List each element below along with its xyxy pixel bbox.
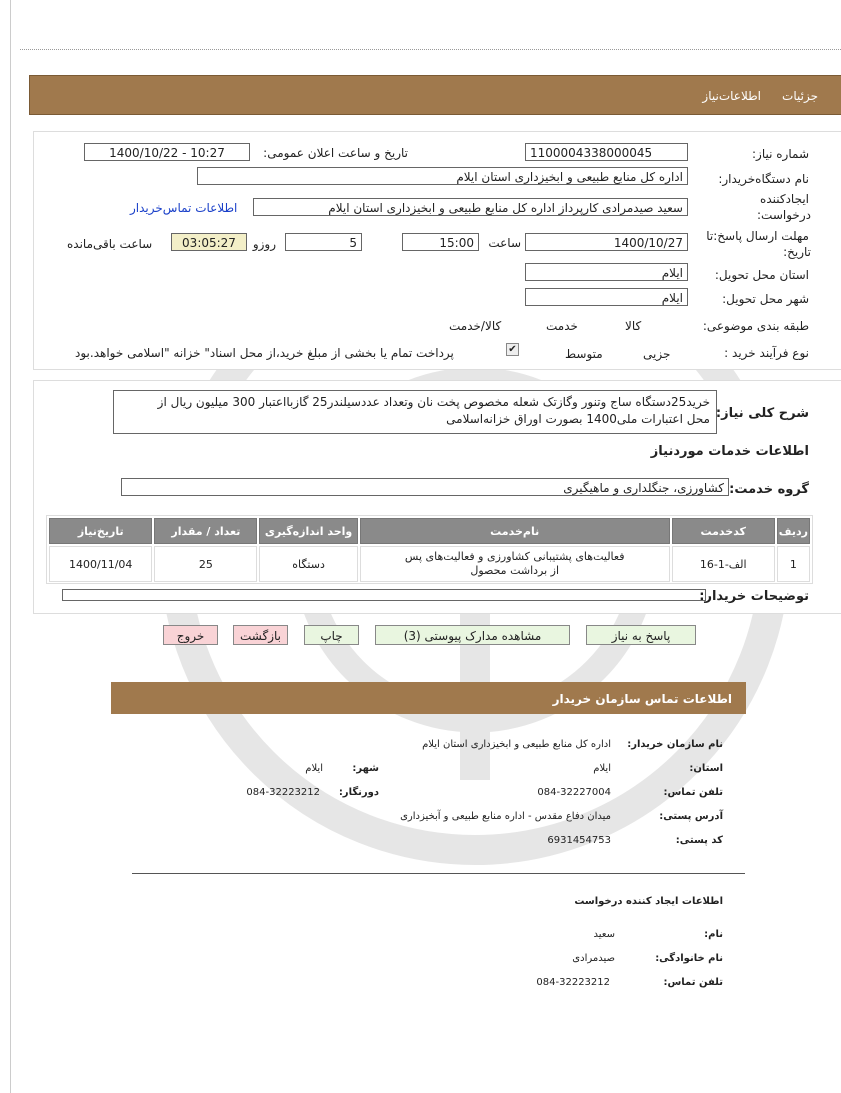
remaining-time-field: 03:05:27 <box>171 233 247 251</box>
creator-name-label: نام: <box>704 929 723 940</box>
col-unit: واحد اندازه‌گیری <box>259 518 357 544</box>
buyer-org-label: نام دستگاه‌خریدار: <box>718 172 809 186</box>
cell-unit: دستگاه <box>259 546 357 582</box>
creator-family-label: نام خانوادگی: <box>655 953 723 964</box>
deadline-date-field: 1400/10/27 <box>525 233 688 251</box>
contact-province-value: ایلام <box>593 763 611 774</box>
cell-name <box>360 546 670 582</box>
col-row: ردیف <box>777 518 810 544</box>
contact-phone-value: 084-32227004 <box>537 787 611 798</box>
col-qty: تعداد / مقدار <box>154 518 257 544</box>
services-section-title: اطلاعات خدمات موردنیاز <box>650 444 809 459</box>
buyer-contact-link[interactable]: اطلاعات تماس‌خریدار <box>130 201 238 215</box>
contact-postal-value: 6931454753 <box>547 835 611 846</box>
contact-fax-label: دورنگار: <box>338 787 379 798</box>
days-field: 5 <box>285 233 362 251</box>
contact-divider <box>132 873 745 874</box>
creator-name-value: سعید <box>593 929 615 940</box>
process-option-medium: متوسط <box>565 347 603 361</box>
creator-field: سعید صیدمرادی کارپرداز اداره کل منابع طبیعی و ابخیزداری استان ایلام <box>253 198 688 216</box>
province-field: ایلام <box>525 263 688 281</box>
print-button[interactable]: چاپ <box>304 625 359 645</box>
announce-label: تاریخ و ساعت اعلان عمومی: <box>263 146 408 160</box>
contact-fax-value: 084-32223212 <box>246 787 320 798</box>
tab-details[interactable]: جزئیات <box>782 89 818 103</box>
service-group-label: گروه خدمت: <box>729 482 809 497</box>
deadline-time-field: 15:00 <box>402 233 479 251</box>
contact-city-label: شهر: <box>352 763 379 774</box>
days-label: روزو <box>252 237 276 251</box>
col-name: نام‌خدمت <box>360 518 670 544</box>
cell-name-line-2: از برداشت محصول <box>470 564 560 577</box>
payment-checkbox[interactable]: ✔ <box>506 343 519 356</box>
description-label: شرح کلی نیاز: <box>715 406 809 421</box>
creator-family-value: صیدمرادی <box>572 953 615 964</box>
contact-city-value: ایلام <box>305 763 323 774</box>
city-label: شهر محل تحویل: <box>722 292 809 306</box>
header-bar <box>29 75 841 115</box>
announce-field: 1400/10/22 - 10:27 <box>84 143 250 161</box>
creator-label-2: درخواست: <box>757 208 811 222</box>
left-border <box>10 0 11 1093</box>
creator-section-title: اطلاعات ایجاد کننده درخواست <box>574 896 723 907</box>
description-line-2: محل اعتبارات ملی1400 بصورت اوراق خزانه‌اسلامی <box>446 412 710 426</box>
creator-phone-label: تلفن تماس: <box>663 977 723 988</box>
cell-name-line-1: فعالیت‌های پشتیبانی کشاورزی و فعالیت‌های پس <box>404 550 625 563</box>
col-code: کدخدمت <box>672 518 775 544</box>
services-table <box>47 516 812 584</box>
category-label: طبقه بندی موضوعی: <box>702 319 809 333</box>
tab-need-info[interactable]: اطلاعات‌نیاز <box>702 89 761 103</box>
table-row <box>49 546 810 582</box>
deadline-label-1: مهلت ارسال پاسخ:تا <box>706 229 809 243</box>
time-label: ساعت <box>488 236 521 250</box>
deadline-label-2: تاریخ: <box>783 245 811 259</box>
reply-button[interactable]: پاسخ به نیاز <box>586 625 696 645</box>
contact-address-value: میدان دفاع مقدس - اداره منابع طبیعی و آبخیزداری <box>400 811 611 822</box>
attachments-button[interactable]: مشاهده مدارک پیوستی (3) <box>375 625 570 645</box>
process-option-minor: جزیی <box>643 347 671 361</box>
back-button[interactable]: بازگشت <box>233 625 288 645</box>
process-label: نوع فرآیند خرید : <box>724 346 809 360</box>
creator-phone-value: 084-32223212 <box>536 977 610 988</box>
contact-section-title: اطلاعات تماس سازمان خریدار <box>552 692 732 706</box>
cell-date: 1400/11/04 <box>49 546 152 582</box>
contact-phone-label: تلفن تماس: <box>663 787 723 798</box>
buyer-org-field: اداره کل منابع طبیعی و ابخیزداری استان ایلام <box>197 167 688 185</box>
category-option-goods: کالا <box>625 319 642 333</box>
creator-label-1: ایجادکننده <box>760 192 809 206</box>
contact-postal-label: کد پستی: <box>675 835 723 846</box>
payment-note: پرداخت تمام یا بخشی از مبلغ خرید،از محل اسناد" خزانه "اسلامی خواهد.بود <box>75 346 454 360</box>
buyer-notes-field <box>62 589 706 601</box>
remaining-label: ساعت باقی‌مانده <box>67 237 153 251</box>
category-option-service: خدمت <box>546 319 578 333</box>
col-date: تاریخ‌نیاز <box>49 518 152 544</box>
cell-qty: 25 <box>154 546 257 582</box>
contact-org-label: نام سازمان خریدار: <box>627 739 723 750</box>
province-label: استان محل تحویل: <box>714 268 809 282</box>
cell-code: الف-1-16 <box>672 546 775 582</box>
contact-section-header <box>111 682 746 714</box>
contact-province-label: استان: <box>689 763 723 774</box>
services-table-frame <box>46 515 813 584</box>
exit-button[interactable]: خروج <box>163 625 218 645</box>
contact-address-label: آدرس پستی: <box>659 811 723 822</box>
cell-row: 1 <box>777 546 810 582</box>
need-number-field: 1100004338000045 <box>525 143 688 161</box>
city-field: ایلام <box>525 288 688 306</box>
description-line-1: خرید25دستگاه ساج وتنور وگازتک شعله مخصوص پخت نان وتعداد عددسیلندر25 گازبااعتبار 300 میلیون ریال از <box>157 395 710 409</box>
top-divider <box>20 49 841 50</box>
contact-org-value: اداره کل منابع طبیعی و ابخیزداری استان ایلام <box>422 739 611 750</box>
category-option-goods-service: کالا/خدمت <box>449 319 502 333</box>
description-box <box>113 390 717 434</box>
need-number-label: شماره نیاز: <box>752 147 809 161</box>
service-group-field: کشاورزی، جنگلداری و ماهیگیری <box>121 478 729 496</box>
buyer-notes-label: توضیحات خریدار: <box>699 589 809 604</box>
